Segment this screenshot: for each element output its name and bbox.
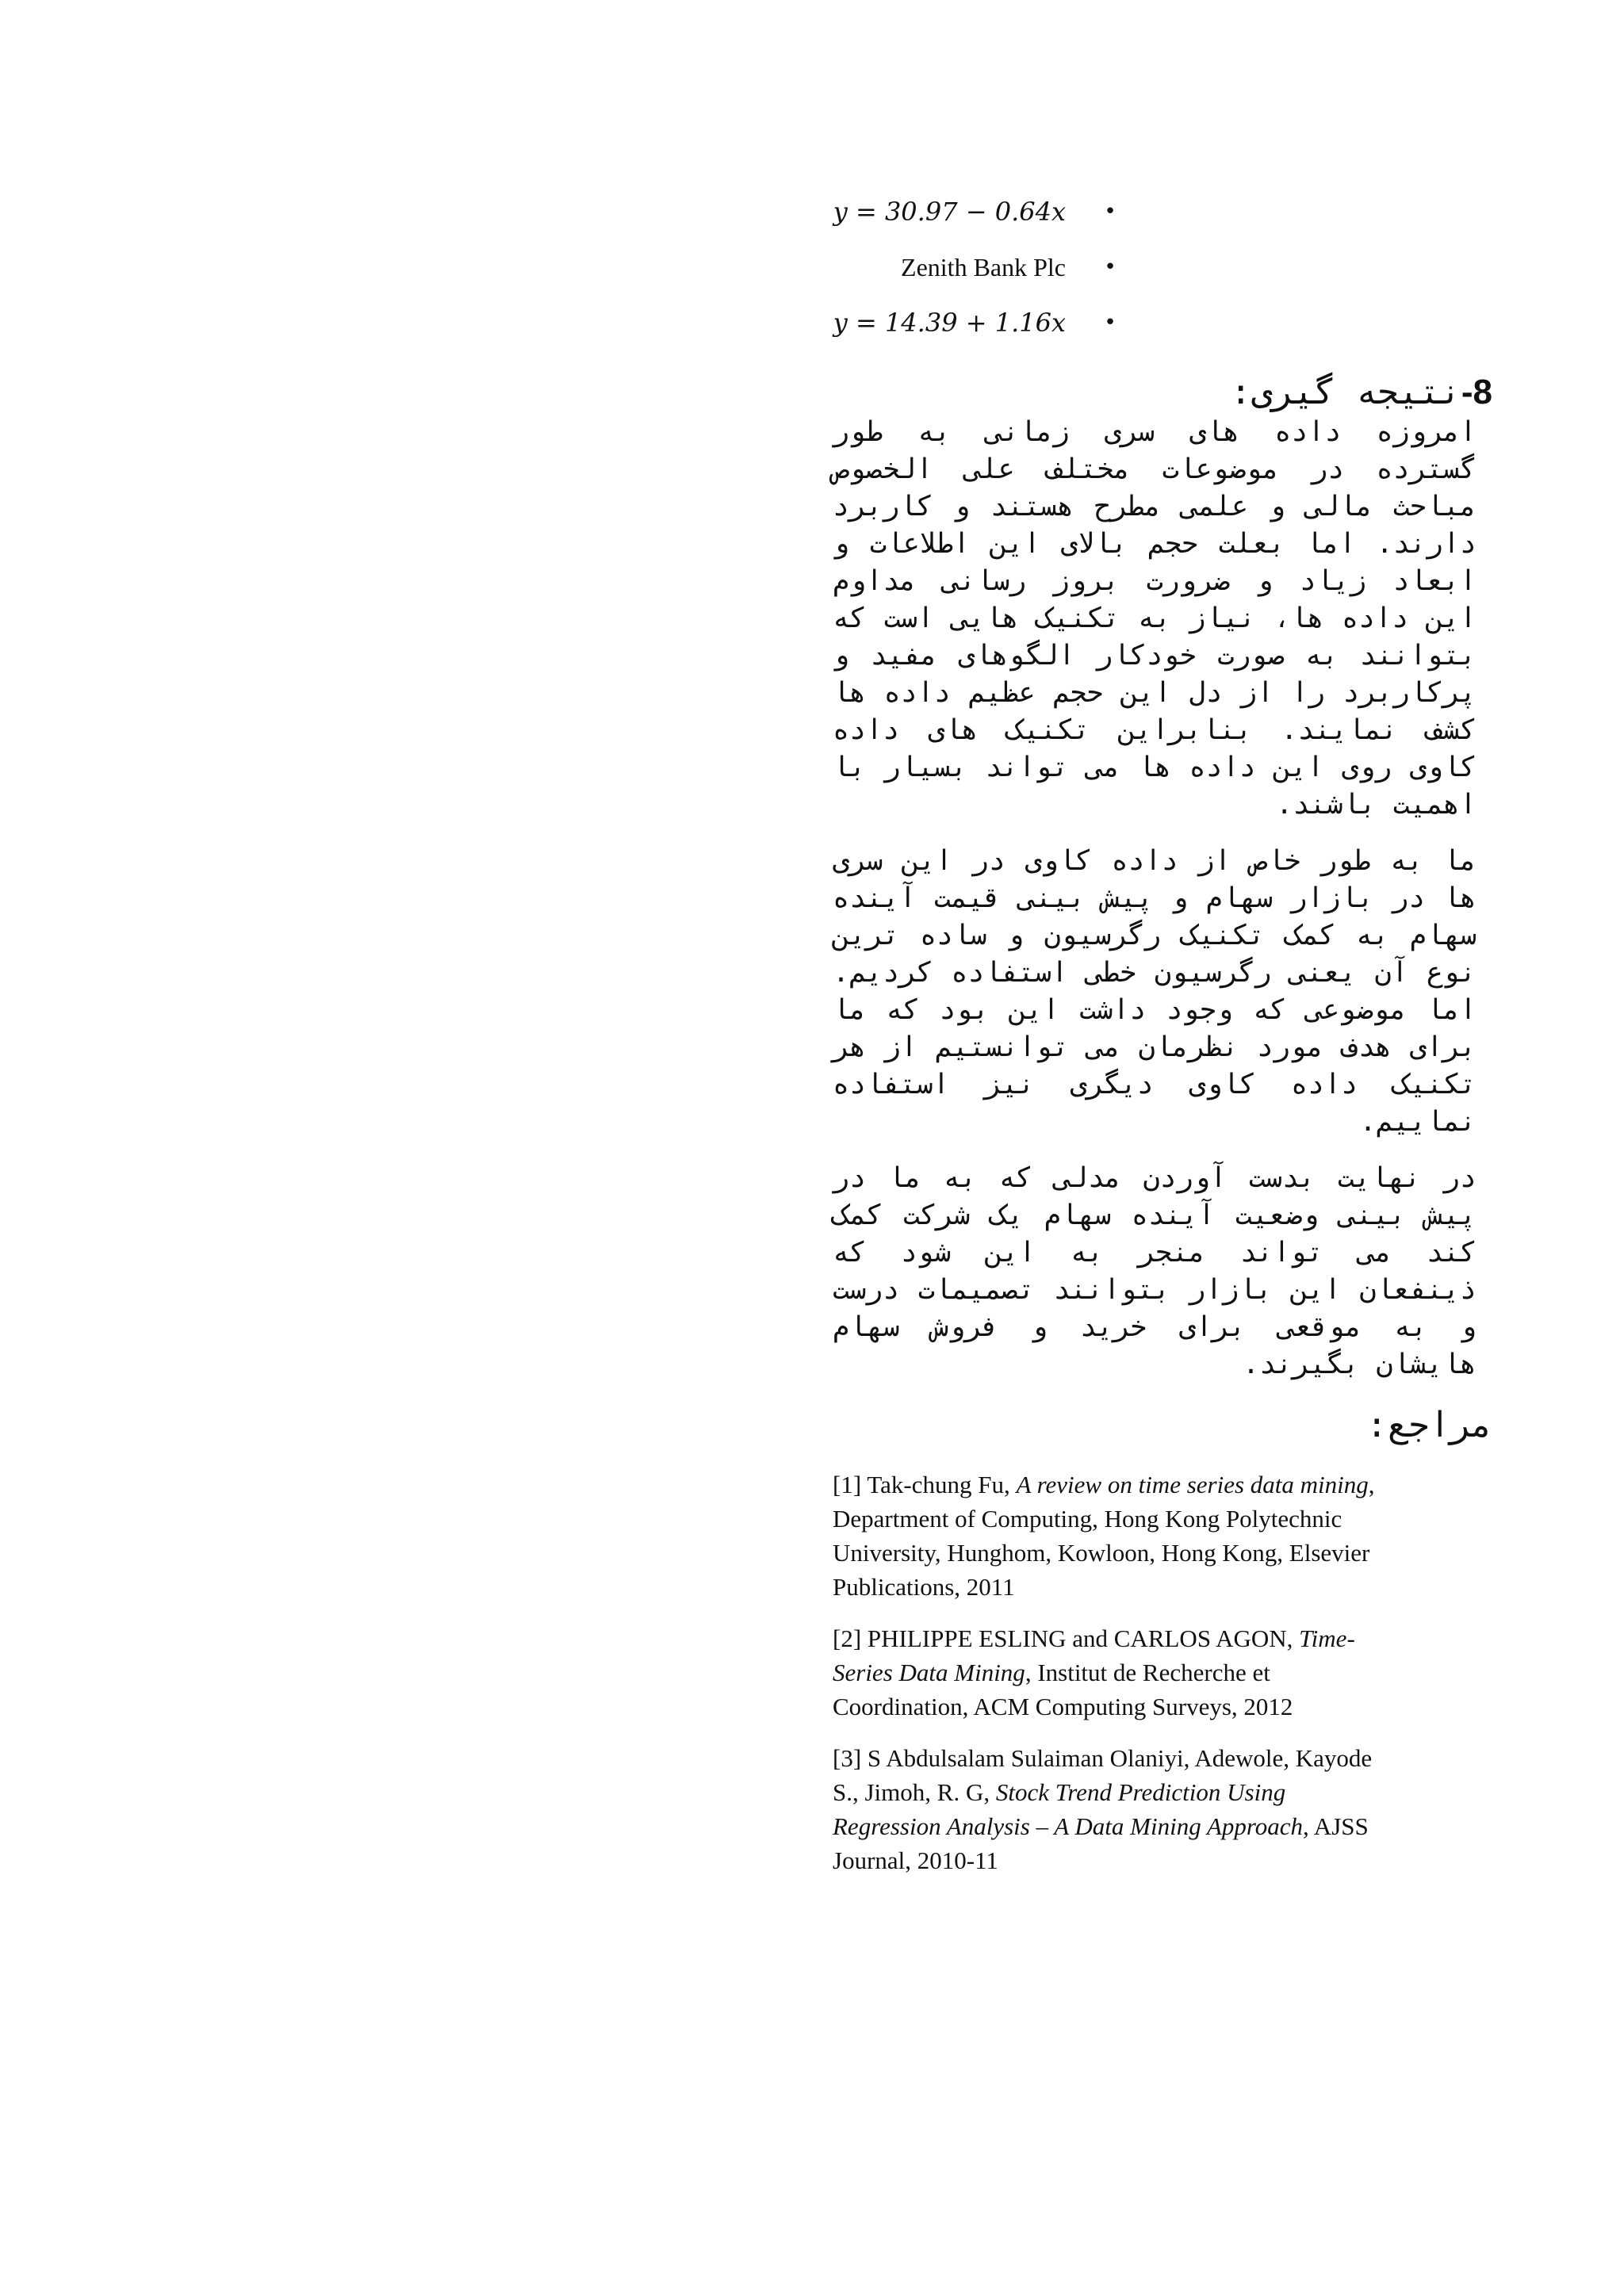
bullet-dot-icon: • — [1104, 255, 1116, 279]
bullet-dot-icon: • — [1104, 311, 1116, 335]
regression-equation: y = 14.39 + 1.16x — [833, 308, 1066, 338]
reference-item — [833, 1741, 1388, 1877]
reference-details: , AJSS Journal, 2010-11 — [833, 1812, 1369, 1874]
reference-details: , Institut de Recherche et Coordination, ACM Computing Surveys, 2012 — [833, 1659, 1293, 1720]
conclusion-heading — [833, 371, 1496, 414]
reference-title: Time-Series Data Mining — [833, 1624, 1355, 1686]
reference-title: A review on time series data mining — [1016, 1471, 1369, 1498]
section-number: 8- — [1461, 373, 1492, 411]
conclusion-paragraph: امروزه داده های سری زمانی به طور گسترده در موضوعات مختلف علی الخصوص مباحث مالی و علمی مطرح هستند و کاربرد دارند. اما بعلت حجم بالای این اطلاعات و ابعاد زیاد و ضرورت بروز رسانی مداوم این داده ها، نیاز به تکنیک هایی است که بتوانند به صورت خودکار الگوهای مفید و پرکاربرد را از دل این حجم عظیم داده ها کشف نمایند. بنابراین تکنیک های داده کاوی روی این داده ها می تواند بسیار با اهمیت باشند. — [833, 416, 1477, 821]
company-name: Zenith Bank Plc — [901, 252, 1066, 281]
bullet-item — [833, 184, 1118, 239]
regression-equation: y = 30.97 − 0.64x — [833, 197, 1066, 227]
bullet-list — [833, 184, 1467, 350]
section-title: نتیجه گیری: — [1230, 372, 1461, 412]
reference-item — [833, 1468, 1388, 1604]
reference-item — [833, 1621, 1388, 1724]
conclusion-paragraph: در نهایت بدست آوردن مدلی که به ما در پیش بینی وضعیت آینده سهام یک شرکت کمک کند می تواند منجر به این شود که ذینفعان این بازار بتوانند تصمیمات درست و به موقعی برای خرید و فروش سهام هایشان بگیرند. — [833, 1162, 1477, 1380]
reference-authors: Tak-chung Fu, — [867, 1471, 1010, 1498]
reference-list — [833, 1468, 1388, 1877]
reference-label: [3] — [833, 1744, 862, 1772]
reference-label: [2] — [833, 1624, 862, 1652]
references-heading: مراجع: — [1366, 1405, 1492, 1445]
reference-title: Stock Trend Prediction Using Regression Analysis – A Data Mining Approach — [833, 1778, 1304, 1840]
bullet-item — [833, 239, 1118, 295]
bullet-dot-icon: • — [1104, 200, 1116, 224]
reference-authors: PHILIPPE ESLING and CARLOS AGON, — [867, 1624, 1293, 1652]
conclusion-paragraph: ما به طور خاص از داده کاوی در این سری ها در بازار سهام و پیش بینی قیمت آینده سهام به کمک تکنیک رگرسیون و ساده ترین نوع آن یعنی رگرسیون خطی استفاده کردیم. اما موضوعی که وجود داشت این بود که ما برای هدف مورد نظرمان می توانستیم از هر تکنیک داده کاوی دیگری نیز استفاده نماییم. — [833, 845, 1477, 1138]
reference-label: [1] — [833, 1471, 862, 1498]
bullet-item — [833, 295, 1118, 350]
page-column — [833, 184, 1492, 1895]
reference-authors: S Abdulsalam Sulaiman Olaniyi, Adewole, Kayode S., Jimoh, R. G, — [833, 1744, 1373, 1806]
reference-details: , Department of Computing, Hong Kong Polytechnic University, Hunghom, Kowloon, Hong Kong, Elsevier Publications, 2011 — [833, 1471, 1375, 1601]
